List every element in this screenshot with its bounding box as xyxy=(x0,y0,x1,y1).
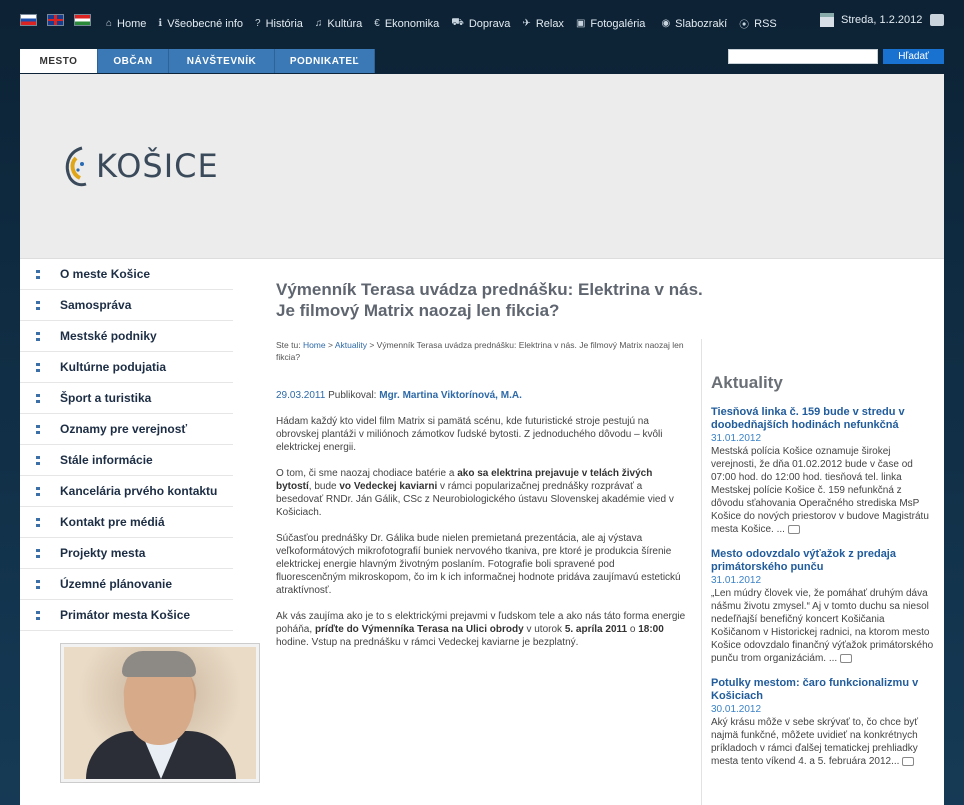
nav-icon: ✈ xyxy=(522,18,531,29)
nav-icon: ⛟ xyxy=(451,17,464,28)
nav-icon: ◉ xyxy=(661,18,671,29)
news-text: Mestská polícia Košice oznamuje širokej verejnosti, že dňa 01.02.2012 bude v čase od 07:00 hod. do 12:00 hod. tiesňová tel. linka Mestskej polície Košice č. 159 nefunkčná z dôvodu sťahovania Operačného strediska MsP Košice do nových priestorov v budove Magistrátu mesta Košice. ... xyxy=(711,446,929,535)
search-button[interactable]: Hľadať xyxy=(883,49,944,64)
flag-sk-icon[interactable] xyxy=(20,14,37,26)
audience-tabs xyxy=(20,49,375,73)
sidebar-item[interactable] xyxy=(20,600,233,631)
nav-label: Všeobecné info xyxy=(167,17,244,30)
sidebar-item-label: Územné plánovanie xyxy=(60,577,173,591)
tab-návštevník[interactable]: NÁVŠTEVNÍK xyxy=(169,49,275,73)
sidebar-item-label: Primátor mesta Košice xyxy=(60,608,191,622)
tab-podnikateľ[interactable]: PODNIKATEĽ xyxy=(275,49,375,73)
nav-item-história[interactable] xyxy=(255,16,303,31)
date-area xyxy=(820,13,944,27)
sidebar-item-label: Kancelária prvého kontaktu xyxy=(60,484,218,498)
bullet-icon xyxy=(36,456,40,465)
logo-mark-icon xyxy=(62,144,90,188)
sidebar-item-label: Stále informácie xyxy=(60,453,153,467)
news-item xyxy=(711,548,935,665)
news-item xyxy=(711,406,935,536)
nav-label: Relax xyxy=(535,17,564,30)
sidebar-item-label: Kultúrne podujatia xyxy=(60,360,166,374)
sidebar-item-label: Mestské podniky xyxy=(60,329,157,343)
kosice-logo[interactable] xyxy=(62,144,219,188)
sidebar-item[interactable] xyxy=(20,476,233,507)
nav-label: Slabozrakí xyxy=(675,17,728,30)
bullet-icon xyxy=(36,301,40,310)
nav-item-doprava[interactable] xyxy=(451,16,510,31)
sidebar-item[interactable] xyxy=(20,538,233,569)
news-date: 31.01.2012 xyxy=(711,433,762,444)
breadcrumb xyxy=(276,339,696,363)
nav-item-rss[interactable] xyxy=(739,16,777,31)
breadcrumb-sep: > xyxy=(366,340,377,350)
nav-label: RSS xyxy=(754,17,777,30)
bullet-icon xyxy=(36,549,40,558)
sidebar-item-label: Oznamy pre verejnosť xyxy=(60,422,188,436)
breadcrumb-section-link[interactable]: Aktuality xyxy=(334,340,367,350)
sidebar-item-label: Kontakt pre médiá xyxy=(60,515,165,529)
bullet-icon xyxy=(36,394,40,403)
mayor-photo[interactable] xyxy=(60,643,260,783)
sidebar-item[interactable] xyxy=(20,383,233,414)
article xyxy=(276,279,706,648)
calendar-icon xyxy=(820,13,834,27)
bullet-icon xyxy=(36,332,40,341)
sidebar-item[interactable] xyxy=(20,507,233,538)
nav-icon: ♫ xyxy=(314,18,323,29)
sidebar-item[interactable] xyxy=(20,414,233,445)
column-divider xyxy=(701,339,702,805)
news-item xyxy=(711,677,935,768)
bullet-icon xyxy=(36,611,40,620)
article-author[interactable]: Mgr. Martina Viktorínová, M.A. xyxy=(379,390,522,401)
nav-icon: € xyxy=(374,18,380,29)
page-content xyxy=(20,74,944,805)
news-text: Aký krásu môže v sebe skrývať to, čo chce byť najmä funkčné, môžete uvidieť na konkrétnych príkladoch v rámci ďalšej tematickej prehliadky mesta tento víkend 4. a 5. februára 2012... xyxy=(711,717,919,767)
tab-občan[interactable]: OBČAN xyxy=(98,49,169,73)
top-bar xyxy=(0,0,964,46)
header-banner xyxy=(20,74,944,259)
sidebar-menu xyxy=(20,259,235,631)
nav-item-home[interactable] xyxy=(106,16,146,31)
top-nav xyxy=(106,16,789,31)
bullet-icon xyxy=(36,363,40,372)
breadcrumb-current: Výmenník Terasa uvádza prednášku: Elektrina v nás. Je filmový Matrix naozaj len fikcia? xyxy=(276,340,684,362)
nav-label: Ekonomika xyxy=(384,17,440,30)
search-input[interactable] xyxy=(728,49,878,64)
sidebar-item[interactable] xyxy=(20,259,233,290)
sidebar-item-label: Projekty mesta xyxy=(60,546,146,560)
sidebar-item[interactable] xyxy=(20,569,233,600)
nav-icon: ? xyxy=(255,18,261,29)
breadcrumb-sep: > xyxy=(325,340,335,350)
nav-icon: ⌂ xyxy=(106,18,113,29)
bullet-icon xyxy=(36,425,40,434)
nav-icon: ⦿ xyxy=(739,20,750,31)
paragraph: Súčasťou prednášky Dr. Gálika bude nielen premietaná prezentácia, ale aj výstava veľkoformátových mikrofotografií buniek nervového tkaniva, pre ktoré je produkcia šírenie elektrickej energie hlavným životným poslaním. Fotografie boli spravené pod fluorescenčným mikroskopom, čo im k ich informačnej hodnote pridáva zaujímavú estetickú atraktívnosť. xyxy=(276,533,681,596)
language-flags xyxy=(20,14,91,26)
bullet-icon xyxy=(36,518,40,527)
sidebar-item-label: Samospráva xyxy=(60,298,132,312)
read-more-icon[interactable] xyxy=(902,757,914,766)
bullet-icon xyxy=(36,487,40,496)
article-date: 29.03.2011 xyxy=(276,390,326,401)
breadcrumb-prefix: Ste tu: xyxy=(276,340,303,350)
sidebar-item-label: Šport a turistika xyxy=(60,391,152,405)
current-date: Streda, 1.2.2012 xyxy=(841,14,923,26)
read-more-icon[interactable] xyxy=(788,525,800,534)
nav-item-slabozrakí[interactable] xyxy=(661,16,727,31)
paragraph: Hádam každý kto videl film Matrix si pamätá scénu, kde futuristické stroje pestujú na obrovskej plantáži v miliónoch zámotkov ľudské bytosti. Z jednoduchého dôvodu – kvôli elektrickej energii. xyxy=(276,416,663,453)
flag-en-icon[interactable] xyxy=(47,14,64,26)
news-text: „Len múdry človek vie, že pomáhať druhým dáva nášmu životu zmysel.“ Aj v tomto duchu sa niesol nedeľňajší benefičný koncert Košičania Košičanom v Historickej radnici, na ktorom mesto Košice odovzdalo finančný výťažok primátorského punču trom organizáciám. ... xyxy=(711,588,934,664)
mayor-portrait xyxy=(64,647,256,779)
article-body xyxy=(276,415,686,662)
nav-icon: ℹ xyxy=(158,18,163,29)
sidebar-item[interactable] xyxy=(20,352,233,383)
bullet-icon xyxy=(36,270,40,279)
sidebar-item[interactable] xyxy=(20,321,233,352)
nav-item-všeobecné-info[interactable] xyxy=(158,16,243,31)
news-title-link[interactable]: Tiesňová linka č. 159 bude v stredu v doobedňajších hodinách nefunkčná xyxy=(711,406,905,431)
news-date: 30.01.2012 xyxy=(711,704,762,715)
bullet-icon xyxy=(36,580,40,589)
sidebar-item[interactable] xyxy=(20,445,233,476)
print-icon[interactable] xyxy=(930,14,944,26)
breadcrumb-home-link[interactable]: Home xyxy=(302,340,326,350)
article-title: Výmenník Terasa uvádza prednášku: Elektrina v nás. Je filmový Matrix naozaj len fikcia? xyxy=(276,280,703,320)
nav-label: História xyxy=(265,17,303,30)
news-title-link[interactable]: Potulky mestom: čaro funkcionalizmu v Košiciach xyxy=(711,677,919,702)
nav-label: Kultúra xyxy=(327,17,363,30)
nav-item-fotogaléria[interactable] xyxy=(576,16,646,31)
news-heading: Aktuality xyxy=(711,373,783,392)
nav-label: Home xyxy=(117,17,147,30)
article-meta xyxy=(276,390,522,401)
nav-label: Doprava xyxy=(468,17,511,30)
nav-label: Fotogaléria xyxy=(590,17,646,30)
nav-item-relax[interactable] xyxy=(522,16,564,31)
sidebar-item-label: O meste Košice xyxy=(60,267,151,281)
news-date: 31.01.2012 xyxy=(711,575,762,586)
nav-item-ekonomika[interactable] xyxy=(374,16,439,31)
tab-mesto[interactable]: MESTO xyxy=(20,49,98,73)
news-title-link[interactable]: Mesto odovzdalo výťažok z predaja primátorského punču xyxy=(711,548,896,573)
sidebar-item[interactable] xyxy=(20,290,233,321)
paragraph: Ak vás zaujíma ako je to s elektrickými prejavmi v ľudskom tele a ako nás táto forma energie poháňa, príďte do Výmenníka Terasa na Ulici obrody v utorok 5. apríla 2011 o 18:00 hodine. Vstup na prednášku v rámci Vedeckej kaviarne je bezplatný. xyxy=(276,611,686,648)
paragraph: O tom, či sme naozaj chodiace batérie a ako sa elektrina prejavuje v telách živých bytostí, bude vo Vedeckej kaviarni v rámci popularizačnej prednášky rozprávať a besedovať RNDr. Ján Gálik, CSc z Neurobiologického ústavu Slovenskej akadémie vied v Košiciach. xyxy=(276,468,674,518)
published-label: Publikoval: xyxy=(325,390,380,401)
news-column xyxy=(711,373,935,780)
read-more-icon[interactable] xyxy=(840,654,852,663)
flag-hu-icon[interactable] xyxy=(74,14,91,26)
nav-icon: ▣ xyxy=(575,18,586,29)
logo-text: KOŠICE xyxy=(96,147,219,185)
nav-item-kultúra[interactable] xyxy=(315,16,362,31)
